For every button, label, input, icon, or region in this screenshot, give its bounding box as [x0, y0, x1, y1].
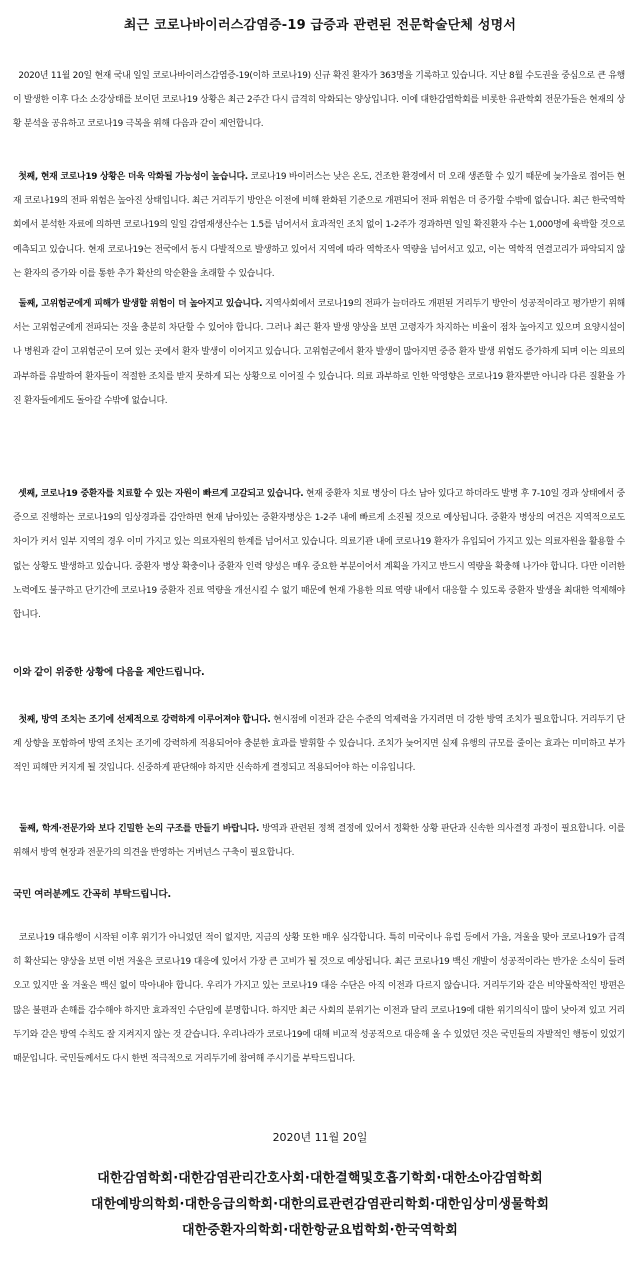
intro-text: 2020년 11월 20일 현재 국내 일일 코로나바이러스감염증-19(이하 코로나19) 신규 확진 환자가 363명을 기록하고 있습니다. 지난 8월 수도권을 중심으로 큰 유행이 발생한 이후 다소 소강상태를 보이던 코로나19 상황은 최근 2주간 다시 급격히 악화되는 양상입니다. 이에 대한감염학회를 비롯한 유관학회 전문가들은 현재의 상황 분석을 공유하고 코로나19 극복을 위해 다음과 같이 제언합니다. — [13, 71, 625, 130]
section-lead-1: 첫째, 현재 코로나19 상황은 더욱 악화될 가능성이 높습니다. — [18, 172, 248, 182]
section-paragraph-3 — [13, 482, 625, 627]
organization-list — [0, 1166, 640, 1244]
proposal-paragraph-2 — [13, 817, 625, 865]
section-body-1: 코로나19 바이러스는 낮은 온도, 건조한 환경에서 더 오래 생존할 수 있기 때문에 늦가을로 접어든 현재 코로나19의 전파 위험은 높아진 상태입니다. 최근 거리두기 방안은 이전에 비해 완화된 기준으로 개편되어 전파 위험은 더 증가할 수밖에 없습니다. 최근 한국역학회에서 분석한 자료에 의하면 코로나19의 일일 감염재생산수는 1.5를 넘어서서 효과적인 조치 없이 1-2주가 경과하면 일일 확진환자 수는 1,000명에 육박할 것으로 예측되고 있습니다. 현재 코로나19는 전국에서 동시 다발적으로 발생하고 있어서 지역에 따라 역학조사 역량을 넘어서고 있고, 이는 역학적 연결고리가 파악되지 않는 환자의 증가와 이를 통한 추가 확산의 악순환을 초래할 수 있습니다. — [13, 172, 625, 279]
proposal-lead-1: 첫째, 방역 조치는 조기에 선제적으로 강력하게 이루어져야 합니다. — [18, 715, 271, 725]
proposal-heading: 이와 같이 위중한 상황에 다음을 제안드립니다. — [13, 667, 205, 678]
appeal-heading: 국민 여러분께도 간곡히 부탁드립니다. — [13, 889, 171, 900]
proposal-body-2: 방역과 관련된 정책 결정에 있어서 정확한 상황 판단과 신속한 의사결정 과정이 필요합니다. 이를 위해서 방역 현장과 전문가의 의견을 반영하는 거버넌스 구축이 필요합니다. — [13, 824, 625, 859]
appeal-text: 코로나19 대유행이 시작된 이후 위기가 아니었던 적이 없지만, 지금의 상황 또한 매우 심각합니다. 특히 미국이나 유럽 등에서 가을, 겨울을 맞아 코로나19가 급격히 확산되는 양상을 보면 이번 겨울은 코로나19 대응에 있어서 가장 큰 고비가 될 것으로 예상됩니다. 최근 코로나19 백신 개발이 성공적이라는 반가운 소식이 들려오고 있지만 올 겨울은 백신 없이 막아내야 합니다. 우리가 가지고 있는 코로나19 대응 수단은 아직 이전과 다르지 않습니다. 거리두기와 같은 비약물학적인 방편은 많은 불편과 손해를 감수해야 하지만 효과적인 수단임에 분명합니다. 하지만 최근 사회의 분위기는 이전과 달리 코로나19에 대한 위기의식이 많이 낮아져 있고 거리두기와 같은 방역 수칙도 잘 지켜지지 않는 것 같습니다. 우리나라가 코로나19에 대해 비교적 성공적으로 대응해 올 수 있었던 것은 국민들의 자발적인 행동이 있었기 때문입니다. 국민들께서도 다시 한번 적극적으로 거리두기에 참여해 주시기를 부탁드립니다. — [13, 933, 625, 1065]
section-paragraph-1 — [13, 165, 625, 286]
proposal-paragraph-1 — [13, 708, 625, 781]
organization-line-2: 대한예방의학회·대한응급의학회·대한의료관련감염관리학회·대한임상미생물학회 — [90, 1197, 550, 1212]
appeal-paragraph — [13, 926, 625, 1071]
section-paragraph-2 — [13, 292, 625, 413]
section-body-2: 지역사회에서 코로나19의 전파가 늘더라도 개편된 거리두기 방안이 성공적이라고 평가받기 위해서는 고위험군에게 전파되는 것을 충분히 차단할 수 있어야 합니다. 그러나 최근 환자 발생 양상을 보면 고령자가 차지하는 비율이 점차 높아지고 있으며 요양시설이나 병원과 같이 고위험군이 모여 있는 곳에서 환자 발생이 이어지고 있습니다. 고위험군에서 환자 발생이 많아지면 중증 환자 발생 위험도 증가하게 되며 이는 의료의 과부하를 유발하여 환자들이 적절한 조치를 받지 못하게 되는 상황으로 이어질 수 있습니다. 의료 과부하로 인한 악영향은 코로나19 환자뿐만 아니라 다른 질환을 가진 환자들에게도 돌아갈 수밖에 없습니다. — [13, 299, 625, 406]
section-lead-3: 셋째, 코로나19 중환자를 치료할 수 있는 자원이 빠르게 고갈되고 있습니다. — [18, 489, 304, 499]
organization-line-3: 대한중환자의학회·대한항균요법학회·한국역학회 — [182, 1223, 458, 1238]
proposal-body-1: 현시점에 이전과 같은 수준의 억제력을 가지려면 더 강한 방역 조치가 필요합니다. 거리두기 단계 상향을 포함하여 방역 조치는 조기에 강력하게 적용되어야 충분한 효과를 발휘할 수 있습니다. 조치가 늦어지면 실제 유행의 규모를 줄이는 효과는 미미하고 부가적인 피해만 커지게 될 것입니다. 신중하게 판단해야 하지만 신속하게 결정되고 적용되어야 하는 이유입니다. — [13, 715, 625, 774]
proposal-lead-2: 둘째, 학계·전문가와 보다 긴밀한 논의 구조를 만들기 바랍니다. — [18, 824, 260, 834]
document-title: 최근 코로나바이러스감염증-19 급증과 관련된 전문학술단체 성명서 — [123, 18, 517, 33]
intro-paragraph — [13, 64, 625, 137]
section-lead-2: 둘째, 고위험군에게 피해가 발생할 위험이 더 높아지고 있습니다. — [18, 299, 263, 309]
statement-date: 2020년 11월 20일 — [272, 1131, 368, 1144]
organization-line-1: 대한감염학회·대한감염관리간호사회·대한결핵및호흡기학회·대한소아감염학회 — [97, 1171, 543, 1186]
section-body-3: 현재 중환자 치료 병상이 다소 남아 있다고 하더라도 발병 후 7-10일 경과 상태에서 중증으로 진행하는 코로나19의 임상경과를 감안하면 현재 남아있는 중환자병상은 1-2주 내에 빠르게 소진될 것으로 예상됩니다. 중환자 병상의 여건은 지역적으로도 차이가 커서 일부 지역의 경우 이미 가지고 있는 의료자원의 한계를 넘어서고 있습니다. 의료기관 내에 코로나19 환자가 유입되어 가지고 있는 의료자원을 활용할 수 없는 상황도 발생하고 있습니다. 중환자 병상 확충이나 중환자 인력 양성은 매우 중요한 부분이어서 계획을 가지고 반드시 역량을 확충해 나가야 합니다. 다만 이러한 노력에도 불구하고 단기간에 코로나19 중환자 진료 역량을 개선시킬 수 없기 때문에 현재 가용한 의료 역량 내에서 대응할 수 있도록 중환자 발생을 최대한 억제해야 합니다. — [13, 489, 625, 621]
